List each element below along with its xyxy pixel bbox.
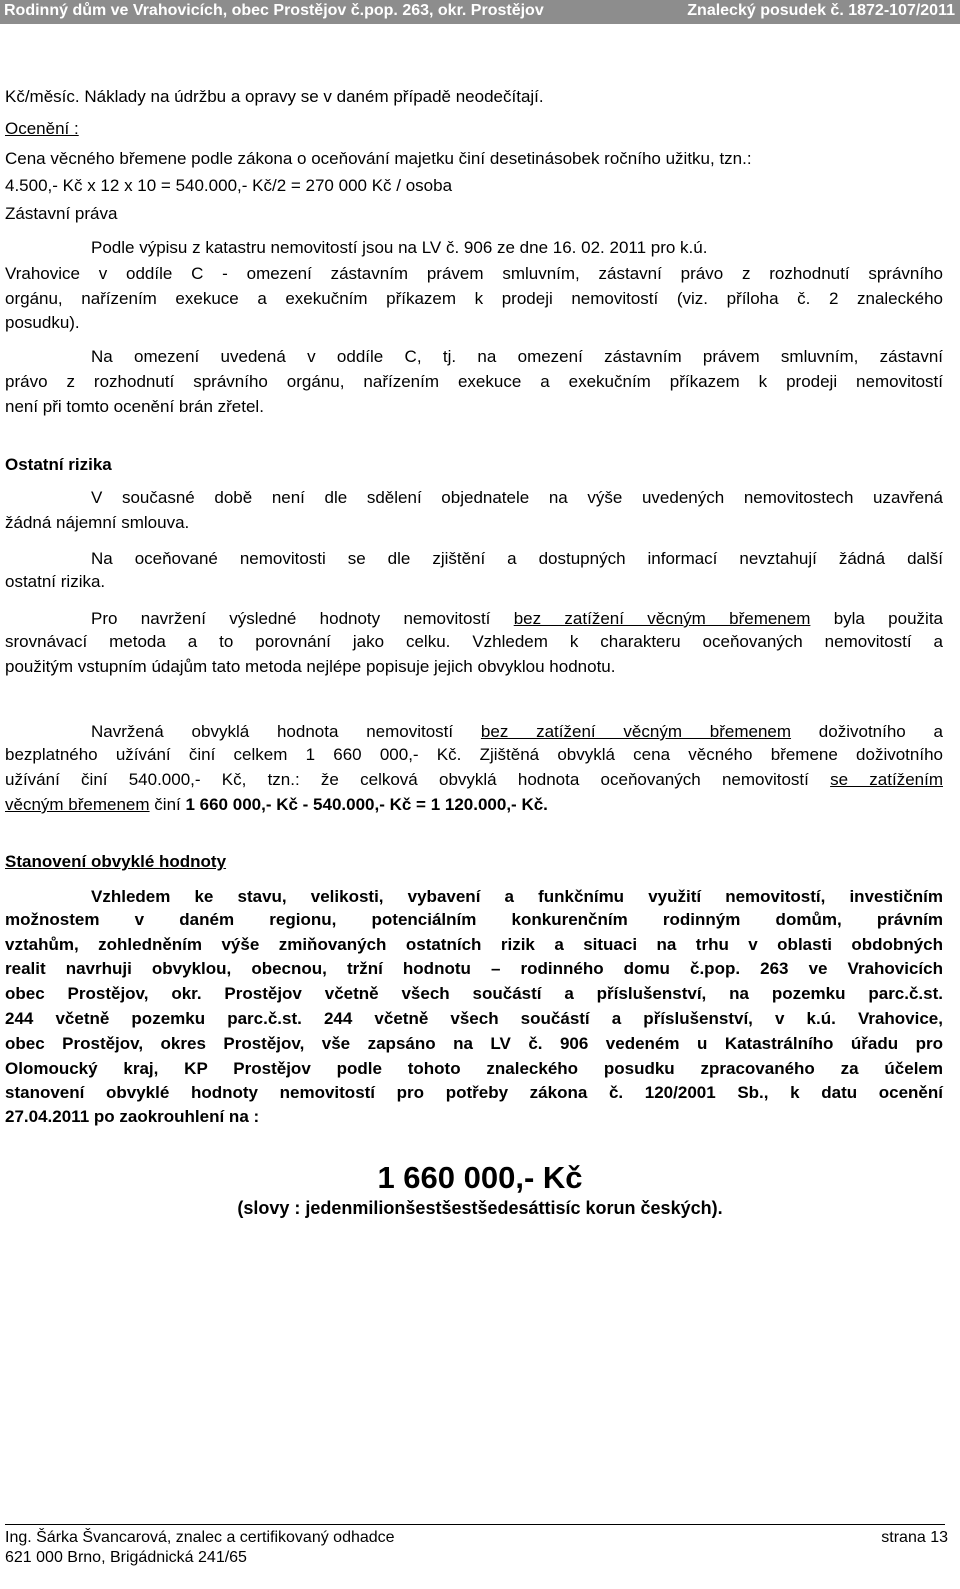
text-line: 27.04.2011 po zaokrouhlení na : [5, 1107, 260, 1126]
underlined-phrase: bez zatížení věcným břemenem [513, 609, 811, 628]
text-line: právo z rozhodnutí správního orgánu, nařízením exekuce a exekučním příkazem k prodeji nemovitostí [5, 372, 943, 391]
underlined-phrase: bez zatížení věcným břemenem [480, 722, 792, 741]
text-line: Cena věcného břemene podle zákona o oceňování majetku činí desetinásobek ročního užitku, tzn.: [5, 149, 752, 168]
text-line: vztahům, zohledněním výše zmiňovaných ostatních rizik a situaci na trhu v oblasti obdobných [5, 935, 943, 954]
underlined-phrase: věcným břemenem [5, 795, 150, 814]
text-line: není při tomto ocenění brán zřetel. [5, 397, 264, 416]
bold-calculation: 1 660 000,- Kč - 540.000,- Kč = 1 120.000,- Kč. [185, 795, 548, 814]
section-label-zastavni-prava: Zástavní práva [5, 204, 118, 223]
footer-page-number: strana 13 [881, 1529, 948, 1546]
page-header [0, 0, 960, 24]
text-line: orgánu, nařízením exekuce a exekučním příkazem k prodeji nemovitostí (viz. příloha č. 2 znaleckého [5, 289, 943, 308]
final-value: 1 660 000,- Kč [377, 1160, 583, 1195]
text-line: obec Prostějov, okres Prostějov, vše zapsáno na LV č. 906 vedeném u Katastrálního úřadu pro [5, 1034, 943, 1053]
text-line: stanovení obvyklé hodnoty nemovitostí pro potřeby zákona č. 120/2001 Sb., k datu ocenění [5, 1083, 943, 1102]
section-label-oceneni: Ocenění : [5, 119, 79, 138]
text-line: 4.500,- Kč x 12 x 10 = 540.000,- Kč/2 = 270 000 Kč / osoba [5, 176, 453, 195]
text-line: Olomoucký kraj, KP Prostějov podle tohoto znaleckého posudku zpracovaného za účelem [5, 1059, 943, 1078]
text-line: Pro navržení výsledné hodnoty nemovitostí bez zatížení věcným břemenem byla použita [91, 609, 944, 628]
text-line: realit navrhuji obvyklou, obecnou, tržní hodnotu – rodinného domu č.pop. 263 ve Vrahovicích [5, 959, 943, 978]
section-heading-stanoveni: Stanovení obvyklé hodnoty [5, 852, 227, 871]
text-line: Navržená obvyklá hodnota nemovitostí bez zatížení věcným břemenem doživotního a [91, 722, 943, 741]
header-report-number: Znalecký posudek č. 1872-107/2011 [687, 2, 955, 19]
text-line: Vzhledem ke stavu, velikosti, vybavení a funkčnímu využití nemovitostí, investičním [91, 887, 943, 906]
text-line: posudku). [5, 313, 80, 332]
text-line: ostatní rizika. [5, 572, 106, 591]
section-heading-ostatni-rizika: Ostatní rizika [5, 455, 112, 474]
footer-author: Ing. Šárka Švancarová, znalec a certifikovaný odhadce [5, 1529, 395, 1546]
text-line: Podle výpisu z katastru nemovitostí jsou na LV č. 906 ze dne 16. 02. 2011 pro k.ú. [91, 238, 708, 257]
text-line: Na oceňované nemovitosti se dle zjištění a dostupných informací nevztahují žádná další [91, 549, 943, 568]
final-value-in-words: (slovy : jedenmilionšestšestšedesáttisíc korun českých). [237, 1198, 723, 1218]
text-line: možnostem v daném regionu, potenciálním konkurenčním rodinným domům, právním [5, 910, 943, 929]
underlined-phrase: se zatížením [830, 770, 943, 789]
text-line: srovnávací metoda a to porovnání jako celku. Vzhledem k charakteru oceňovaných nemovitostí a [5, 632, 943, 651]
footer-divider [5, 1524, 945, 1525]
header-title: Rodinný dům ve Vrahovicích, obec Prostějov č.pop. 263, okr. Prostějov [4, 2, 544, 19]
text-line: použitým vstupním údajům tato metoda nejlépe popisuje jejich obvyklou hodnotu. [5, 657, 616, 676]
text-line: obec Prostějov, okr. Prostějov včetně všech součástí a příslušenství, na pozemku parc.č.st. [5, 984, 943, 1003]
text-line: užívání činí 540.000,- Kč, tzn.: že celková obvyklá hodnota oceňovaných nemovitostí se zatížením [5, 770, 943, 789]
text-line: věcným břemenem činí 1 660 000,- Kč - 540.000,- Kč = 1 120.000,- Kč. [5, 795, 548, 814]
text-line: V současné době není dle sdělení objednatele na výše uvedených nemovitostech uzavřená [91, 488, 943, 507]
footer-address: 621 000 Brno, Brigádnická 241/65 [5, 1549, 247, 1566]
text-line: bezplatného užívání činí celkem 1 660 000,- Kč. Zjištěná obvyklá cena věcného břemene doživotního [5, 745, 943, 764]
text-line: Kč/měsíc. Náklady na údržbu a opravy se v daném případě neodečítají. [5, 87, 544, 106]
text-line: 244 včetně pozemku parc.č.st. 244 včetně všech součástí a příslušenství, v k.ú. Vrahovice, [5, 1009, 943, 1028]
text-line: Na omezení uvedená v oddíle C, tj. na omezení zástavním právem smluvním, zástavní [91, 347, 943, 366]
text-line: Vrahovice v oddíle C - omezení zástavním právem smluvním, zástavní právo z rozhodnutí správního [5, 264, 943, 283]
text-line: žádná nájemní smlouva. [5, 513, 190, 532]
